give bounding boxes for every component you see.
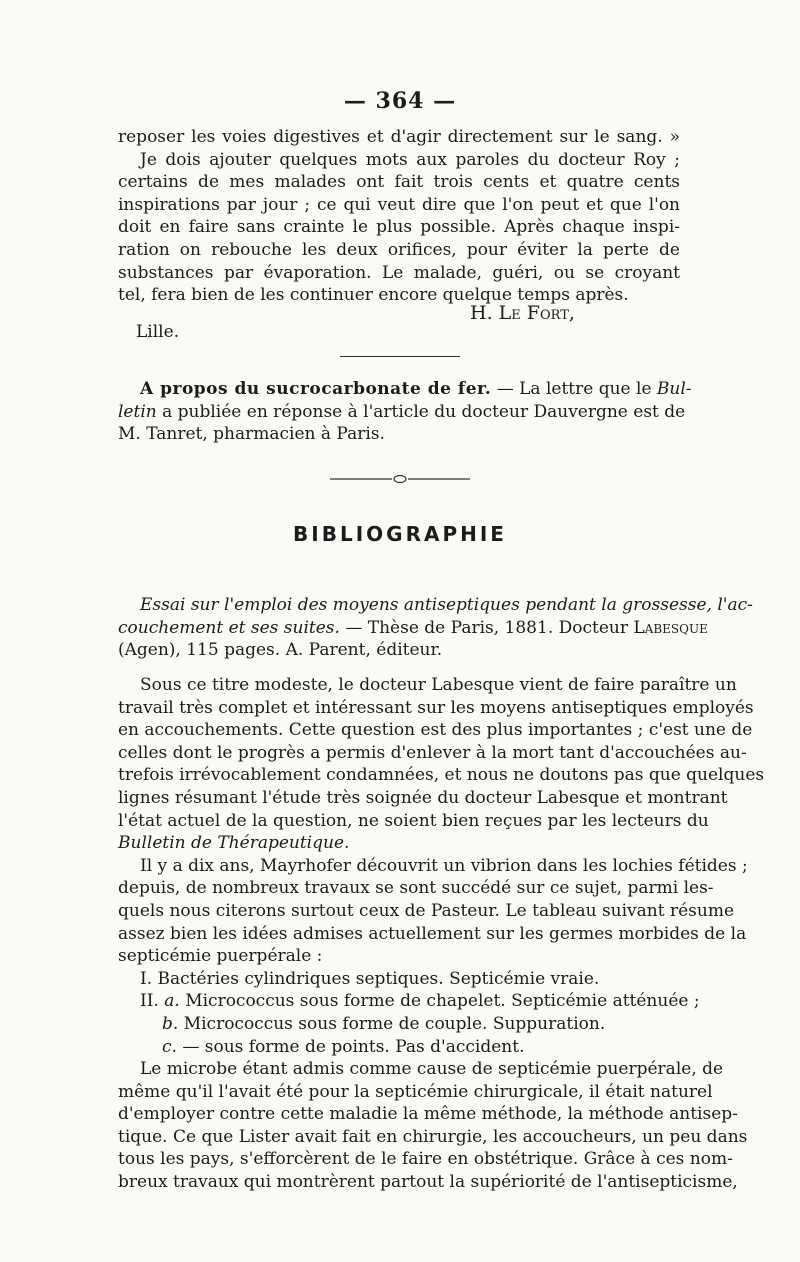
book-details: (Agen), 115 pages. A. Parent, éditeur. — [118, 640, 443, 661]
text-line: reposer les voies digestives et d'agir directement sur le sang. » — [118, 127, 680, 147]
text-line: même qu'il l'avait été pour la septicémie chirurgicale, il était naturel — [118, 1081, 713, 1102]
list-text: Micrococcus sous forme de couple. Suppuration. — [178, 1013, 606, 1034]
book-reference — [118, 594, 753, 662]
text-line: depuis, de nombreux travaux se sont succédé sur ce sujet, parmi les- — [118, 878, 714, 899]
text-line: tel, fera bien de les continuer encore quelque temps après. — [118, 285, 629, 306]
text-line: substances par évaporation. Le malade, guéri, ou se croyant — [118, 262, 680, 283]
review-body — [118, 674, 765, 1194]
list-item — [118, 990, 700, 1013]
text-line: travail très complet et intéressant sur les moyens antiseptiques employés — [118, 697, 754, 718]
apropos-note — [118, 378, 692, 446]
book-author: Labesque — [633, 617, 708, 638]
apropos-text: — La lettre que le — [491, 379, 657, 399]
list-item — [118, 1036, 680, 1059]
apropos-italic: letin — [118, 401, 157, 422]
text-line: tique. Ce que Lister avait fait en chirurgie, les accoucheurs, un peu dans — [118, 1126, 748, 1147]
text-line: quels nous citerons surtout ceux de Pasteur. Le tableau suivant résume — [118, 900, 735, 921]
signature-city: Lille. — [136, 322, 180, 342]
text-line: septicémie puerpérale : — [118, 946, 323, 967]
apropos-text: a publiée en réponse à l'article du docteur Dauvergne est de — [156, 401, 686, 422]
text-line: Il y a dix ans, Mayrhofer découvrit un vibrion dans les lochies fétides ; — [140, 855, 748, 876]
text-line: Le microbe étant admis comme cause de septicémie puerpérale, de — [140, 1059, 724, 1080]
apropos-italic: Bul- — [656, 379, 692, 399]
book-title: Essai sur l'emploi des moyens antiseptiques pendant la grossesse, l'ac- — [140, 595, 753, 615]
list-text: — sous forme de points. Pas d'accident. — [176, 1036, 525, 1057]
list-letter: b. — [162, 1013, 179, 1034]
author-signature: H. Le Fort, — [470, 302, 575, 324]
text-line: trefois irrévocablement condamnées, et nous ne doutons pas que quelques — [118, 765, 765, 786]
text-line: Je dois ajouter quelques mots aux paroles du docteur Roy ; — [140, 149, 680, 170]
list-item — [118, 1013, 680, 1036]
page-number: — 364 — — [343, 88, 457, 114]
book-title: couchement et ses suites. — [118, 617, 340, 638]
section-heading: BIBLIOGRAPHIE — [293, 522, 507, 546]
text-line: tous les pays, s'efforcèrent de le faire en obstétrique. Grâce à ces nom- — [118, 1149, 733, 1170]
list-letter: a. — [164, 991, 180, 1012]
text-line: d'employer contre cette maladie la même méthode, la méthode antisep- — [118, 1104, 738, 1125]
text-line: lignes résumant l'étude très soignée du docteur Labesque et montrant — [118, 787, 728, 808]
apropos-text: M. Tanret, pharmacien à Paris. — [118, 424, 385, 445]
list-text: Micrococcus sous forme de chapelet. Septicémie atténuée ; — [179, 991, 700, 1012]
apropos-title: A propos du sucrocarbonate de fer. — [140, 379, 492, 399]
text-line: breux travaux qui montrèrent partout la supériorité de l'antisepticisme, — [118, 1172, 738, 1193]
text-line: doit en faire sans crainte le plus possible. Après chaque inspi- — [118, 217, 680, 238]
text-line: l'état actuel de la question, ne soient bien reçues par les lecteurs du — [118, 810, 709, 831]
text-line: Sous ce titre modeste, le docteur Labesque vient de faire paraître un — [140, 675, 737, 695]
journal-name: Bulletin de Thérapeutique. — [118, 833, 350, 854]
list-item: I. Bactéries cylindriques septiques. Septicémie vraie. — [140, 968, 600, 989]
article-continuation — [118, 126, 680, 307]
text-line: inspirations par jour ; ce qui veut dire que l'on peut et que l'on — [118, 194, 680, 215]
text-line: assez bien les idées admises actuellement sur les germes morbides de la — [118, 923, 747, 944]
ornamental-divider — [330, 474, 470, 484]
text-line: ration on rebouche les deux orifices, pour éviter la perte de — [118, 239, 680, 260]
text-line: celles dont le progrès a permis d'enlever à la mort tant d'accouchées au- — [118, 742, 747, 763]
list-label: II. — [140, 991, 165, 1012]
list-letter: c. — [162, 1036, 177, 1057]
text-line: certains de mes malades ont fait trois cents et quatre cents — [118, 172, 680, 193]
text-line: en accouchements. Cette question est des plus importantes ; c'est une de — [118, 720, 753, 741]
separator-rule — [340, 356, 460, 357]
book-details: — Thèse de Paris, 1881. Docteur — [339, 617, 634, 638]
